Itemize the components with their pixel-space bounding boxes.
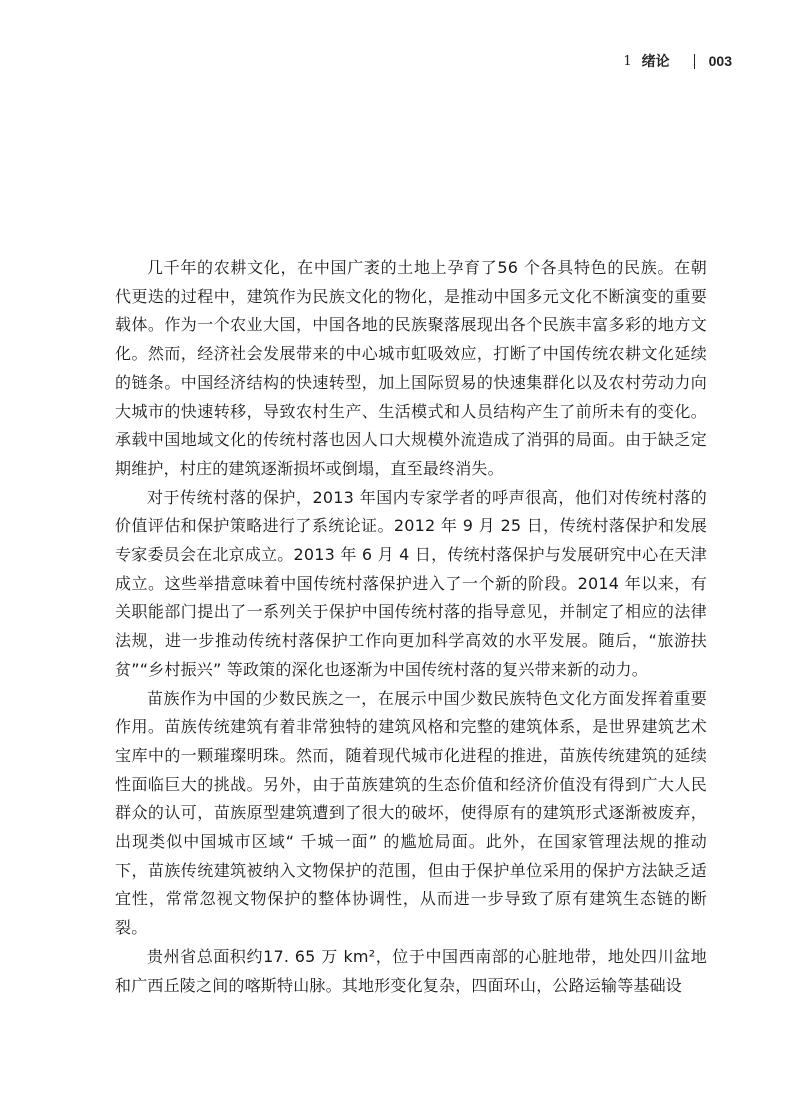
paragraph-2: 对于传统村落的保护，2013 年国内专家学者的呼声很高，他们对传统村落的价值评估和保护策略进行了系统论证。2012 年 9 月 25 日，传统村落保护和发展专家委员会在北京成立。2013 年 6 月 4 日，传统村落保护与发展研究中心在天津成立。这些举措意味着中国传统村落保护进入了一个新的阶段。2014 年以来，有关职能部门提出了一系列关于保护中国传统村落的指导意见，并制定了相应的法律法规，进一步推动传统村落保护工作向更加科学高效的水平发展。随后，“旅游扶贫”“乡村振兴” 等政策的深化也逐渐为中国传统村落的复兴带来新的动力。	[115, 487, 707, 679]
paragraph-3: 苗族作为中国的少数民族之一，在展示中国少数民族特色文化方面发挥着重要作用。苗族传统建筑有着非常独特的建筑风格和完整的建筑体系，是世界建筑艺术宝库中的一颗璀璨明珠。然而，随着现代城市化进程的推进，苗族传统建筑的延续性面临巨大的挑战。另外，由于苗族建筑的生态价值和经济价值没有得到广大人民群众的认可，苗族原型建筑遭到了很大的破坏，使得原有的建筑形式逐渐被废弃，出现类似中国城市区域“ 千城一面” 的尴尬局面。此外，在国家管理法规的推动下，苗族传统建筑被纳入文物保护的范围，但由于保护单位采用的保护方法缺乏适宜性，常常忽视文物保护的整体协调性，从而进一步导致了原有建筑生态链的断裂。	[115, 688, 707, 938]
body-text	[115, 254, 707, 1000]
chapter-title: 绪论	[641, 54, 670, 70]
page-number: 003	[708, 53, 732, 69]
header-divider	[694, 54, 695, 69]
running-header	[623, 50, 732, 72]
paragraph-4: 贵州省总面积约17. 65 万 km²，位于中国西南部的心脏地带，地处四川盆地和广西丘陵之间的喀斯特山脉。其地形变化复杂，四面环山，公路运输等基础设	[115, 946, 707, 995]
paragraph-1: 几千年的农耕文化，在中国广袤的土地上孕育了56 个各具特色的民族。在朝代更迭的过程中，建筑作为民族文化的物化，是推动中国多元文化不断演变的重要载体。作为一个农业大国，中国各地的民族聚落展现出各个民族丰富多彩的地方文化。然而，经济社会发展带来的中心城市虹吸效应，打断了中国传统农耕文化延续的链条。中国经济结构的快速转型，加上国际贸易的快速集群化以及农村劳动力向大城市的快速转移，导致农村生产、生活模式和人员结构产生了前所未有的变化。承载中国地域文化的传统村落也因人口大规模外流造成了消弭的局面。由于缺乏定期维护，村庄的建筑逐渐损坏或倒塌，直至最终消失。	[115, 258, 707, 478]
chapter-number: 1	[623, 53, 632, 69]
